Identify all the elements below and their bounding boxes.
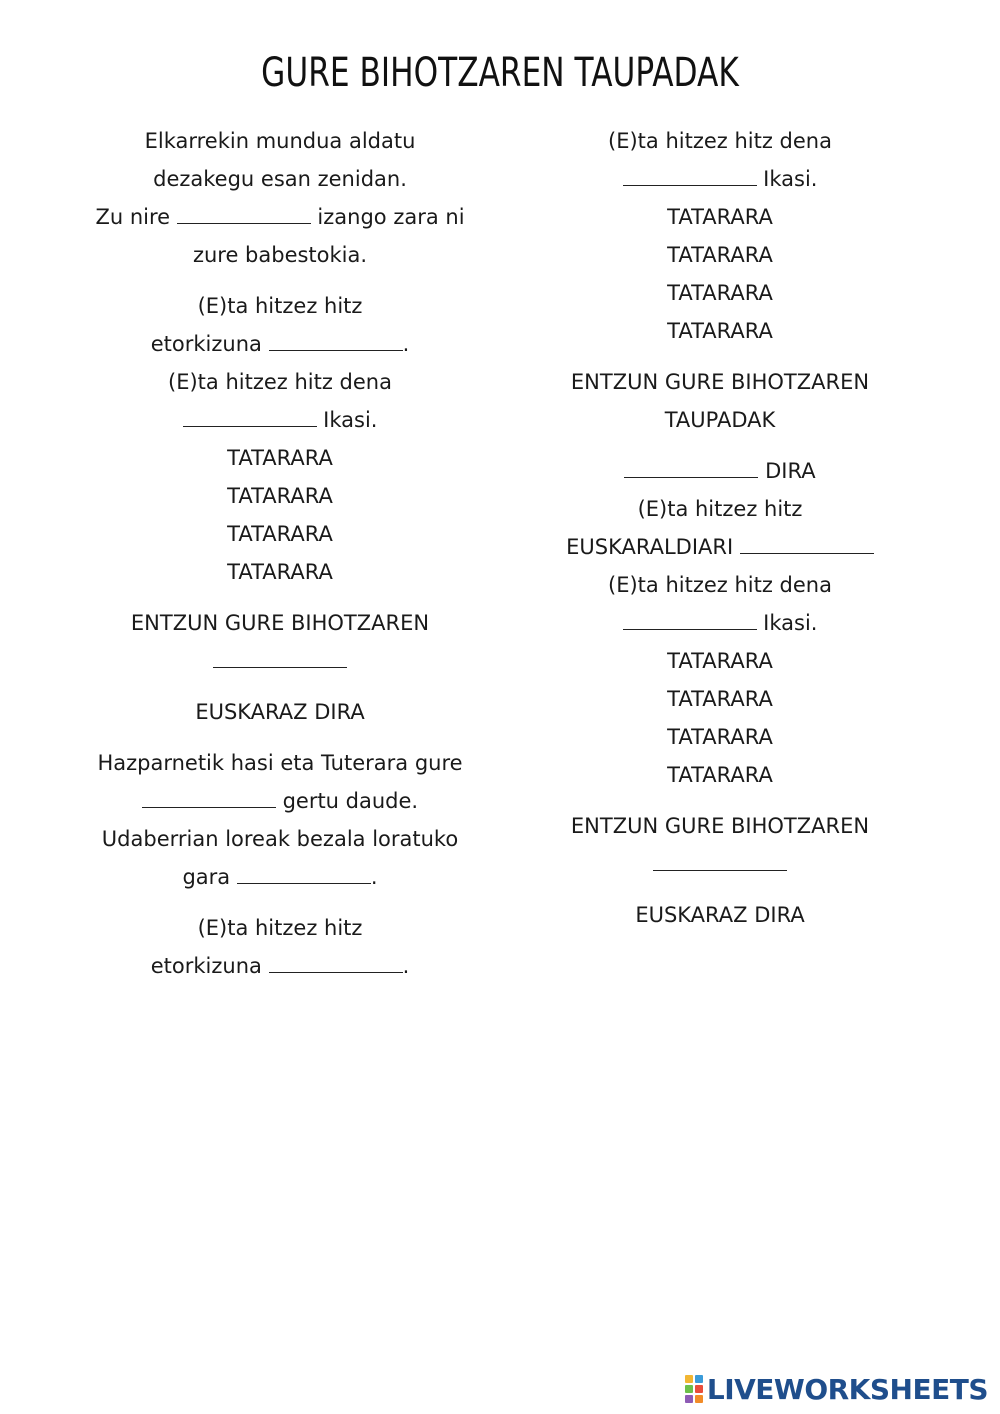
logo-tile (685, 1385, 693, 1393)
right-stanza (520, 896, 920, 934)
fill-in-blank[interactable] (142, 785, 276, 808)
lyric-line: (E)ta hitzez hitz (197, 916, 363, 940)
lyric-line: zure babestokia. (192, 243, 368, 267)
lyric-line: etorkizuna . (80, 947, 480, 985)
liveworksheets-logo (685, 1372, 988, 1406)
fill-in-blank[interactable] (624, 455, 758, 478)
lyric-line: TATARARA (667, 649, 773, 673)
lyric-line: Ikasi. (520, 604, 920, 642)
left-stanza (80, 744, 480, 896)
lyric-line: TAUPADAK (664, 408, 776, 432)
fill-in-blank[interactable] (653, 848, 787, 871)
logo-tile (695, 1395, 703, 1403)
logo-tile (695, 1385, 703, 1393)
lyric-line: ENTZUN GURE BIHOTZAREN (130, 611, 430, 635)
lyric-line: Ikasi. (520, 160, 920, 198)
fill-in-blank[interactable] (269, 950, 403, 973)
liveworksheets-logo-icon (685, 1375, 703, 1403)
right-stanza (520, 807, 920, 883)
lyric-line: TATARARA (227, 484, 333, 508)
lyric-line: TATARARA (667, 205, 773, 229)
right-stanza (520, 363, 920, 439)
lyric-line: (E)ta hitzez hitz (197, 294, 363, 318)
lyric-line: Udaberrian loreak bezala loratuko (101, 827, 459, 851)
logo-tile (685, 1375, 693, 1383)
lyric-line: TATARARA (667, 725, 773, 749)
lyric-line: TATARARA (667, 763, 773, 787)
lyric-line: ENTZUN GURE BIHOTZAREN (570, 370, 870, 394)
lyric-line (80, 642, 480, 680)
lyric-line: Elkarrekin mundua aldatu (144, 129, 416, 153)
lyric-line: TATARARA (227, 446, 333, 470)
lyric-line: (E)ta hitzez hitz dena (168, 370, 392, 394)
left-stanza (80, 909, 480, 985)
lyric-line (520, 845, 920, 883)
lyric-line: DIRA (520, 452, 920, 490)
lyric-line: EUSKARAZ DIRA (195, 700, 365, 724)
right-stanza (520, 452, 920, 794)
lyric-line: ENTZUN GURE BIHOTZAREN (570, 814, 870, 838)
fill-in-blank[interactable] (213, 645, 347, 668)
fill-in-blank[interactable] (269, 328, 403, 351)
right-stanza (520, 122, 920, 350)
lyric-line: TATARARA (667, 319, 773, 343)
fill-in-blank[interactable] (623, 607, 757, 630)
fill-in-blank[interactable] (177, 201, 311, 224)
lyric-line: TATARARA (667, 243, 773, 267)
left-column (80, 122, 480, 998)
fill-in-blank[interactable] (237, 861, 371, 884)
lyric-line: EUSKARALDIARI (520, 528, 920, 566)
page-title: GURE BIHOTZAREN TAUPADAK (261, 50, 739, 96)
lyric-line: EUSKARAZ DIRA (635, 903, 805, 927)
fill-in-blank[interactable] (623, 163, 757, 186)
left-stanza (80, 122, 480, 274)
lyric-line: Zu nire izango zara ni (80, 198, 480, 236)
fill-in-blank[interactable] (183, 404, 317, 427)
lyric-line: TATARARA (227, 560, 333, 584)
lyric-line: TATARARA (667, 687, 773, 711)
lyric-line: dezakegu esan zenidan. (153, 167, 407, 191)
logo-tile (695, 1375, 703, 1383)
left-stanza (80, 604, 480, 680)
lyric-line: TATARARA (667, 281, 773, 305)
fill-in-blank[interactable] (740, 531, 874, 554)
lyric-line: TATARARA (227, 522, 333, 546)
lyric-line: (E)ta hitzez hitz dena (608, 573, 832, 597)
right-column (520, 122, 920, 947)
lyric-line: (E)ta hitzez hitz (637, 497, 803, 521)
lyric-line: (E)ta hitzez hitz dena (608, 129, 832, 153)
logo-tile (685, 1395, 693, 1403)
lyric-line: gara . (80, 858, 480, 896)
lyric-line: gertu daude. (80, 782, 480, 820)
brand-text: LIVEWORKSHEETS (706, 1372, 988, 1406)
lyric-line: etorkizuna . (80, 325, 480, 363)
left-stanza (80, 693, 480, 731)
left-stanza (80, 287, 480, 591)
lyric-line: Ikasi. (80, 401, 480, 439)
lyric-line: Hazparnetik hasi eta Tuterara gure (97, 751, 463, 775)
